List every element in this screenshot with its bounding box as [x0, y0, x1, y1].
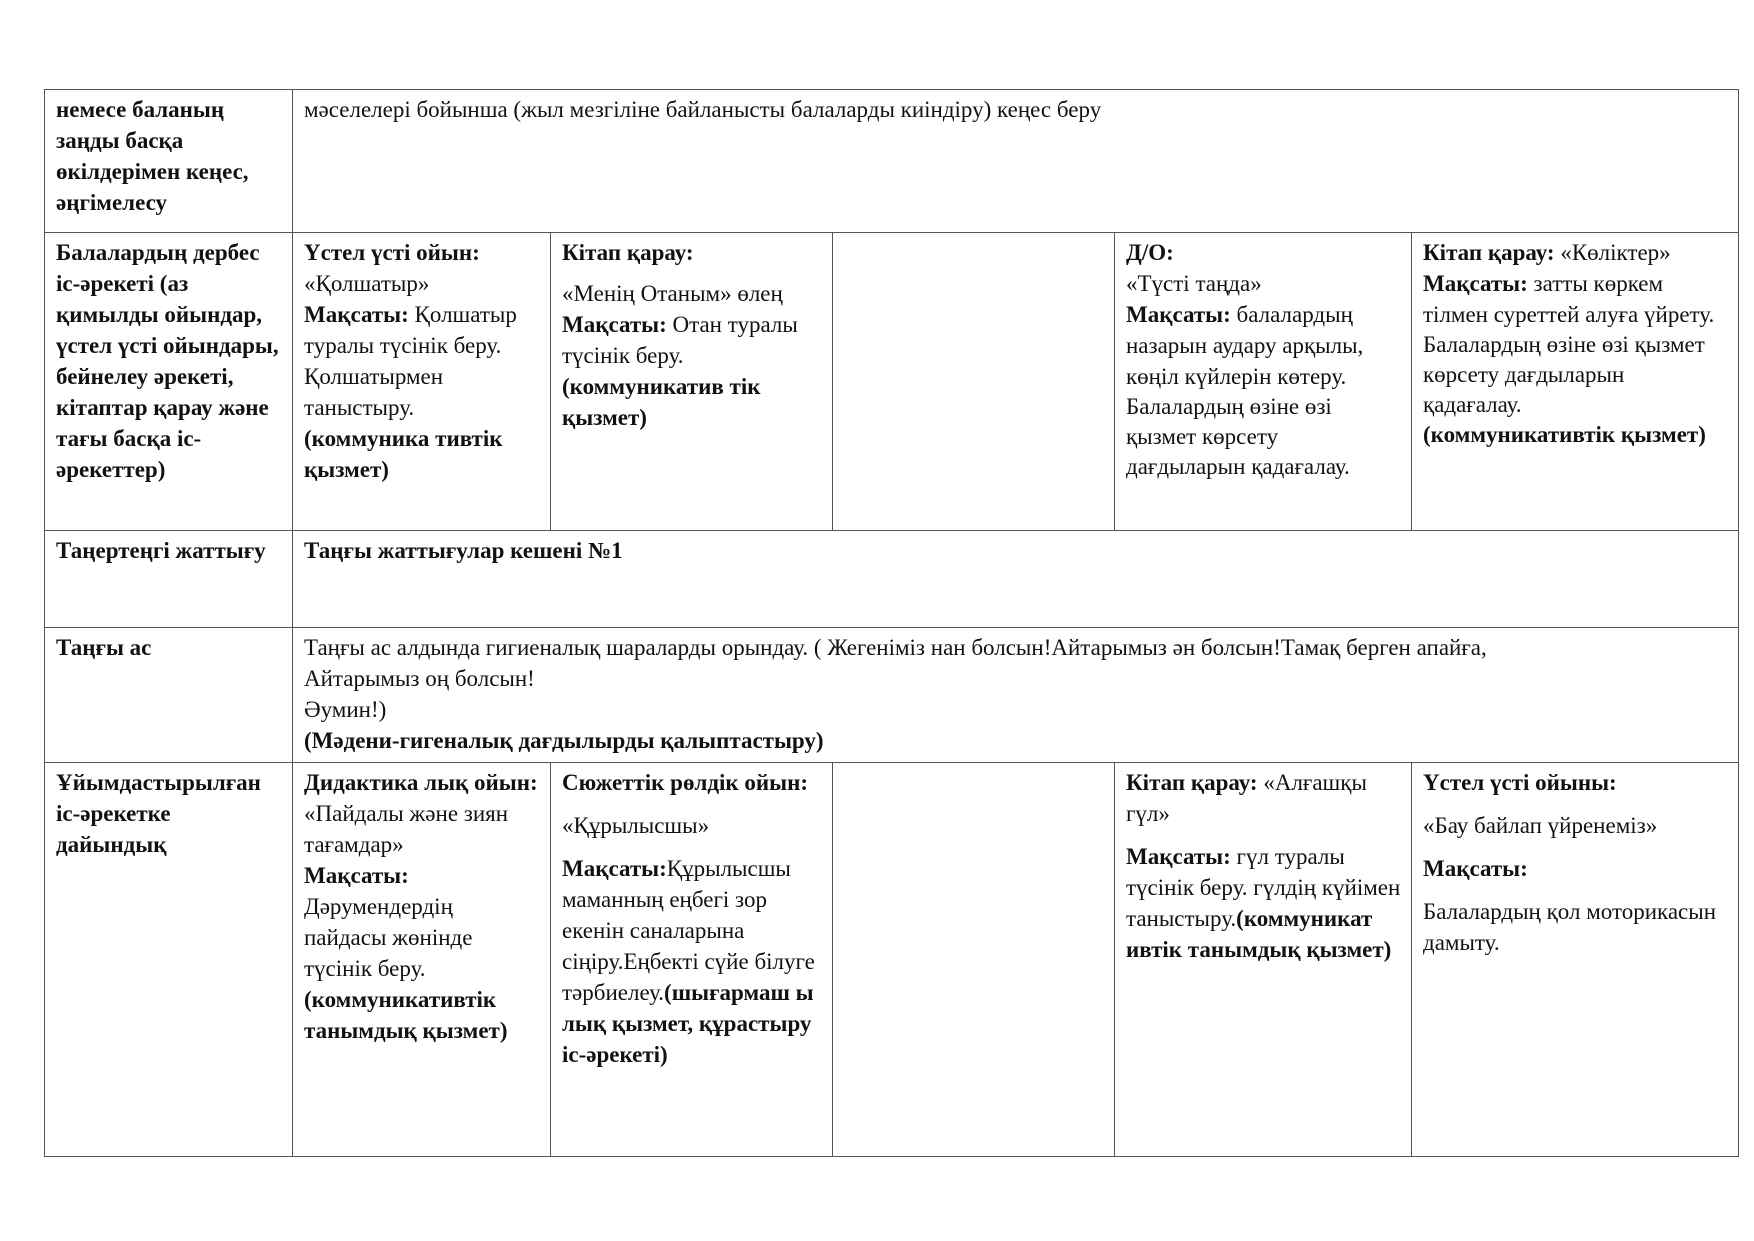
prep-5-title: «Бау байлап үйренеміз» [1423, 813, 1658, 838]
prep-5-goal: Балалардың қол моторикасын дамыту. [1423, 899, 1717, 955]
prep-4-goal: Мақсаты: гүл туралы түсінік беру. гүлдің күйімен таныстыру.(коммуникат ивтік танымдық қызмет) [1126, 844, 1401, 962]
activity-cell-1 [293, 233, 551, 531]
prep-1-tag: (коммуникативтік танымдық қызмет) [304, 987, 508, 1043]
prep-5-heading: Үстел үсті ойыны: [1423, 770, 1617, 795]
activity-cell-5 [1412, 233, 1739, 531]
breakfast-line-1: Таңғы ас алдында гигиеналық шараларды орындау. ( Жегеніміз нан болсын!Айтарымыз ән болсын!Тамақ берген апайға, [304, 635, 1487, 660]
activity-4-goal: Мақсаты: балалардың назарын аудару арқылы, көңіл күйлерін көтеру. [1126, 302, 1364, 389]
activity-2-goal: Мақсаты: Отан туралы түсінік беру. [562, 312, 798, 368]
prep-cell-5 [1412, 763, 1739, 1157]
prep-2-goal: Мақсаты:Құрылысшы маманның еңбегі зор екенін саналарына сіңіру.Еңбекті сүйе білуге тәрбиелеу.(шығармаш ы лық қызмет, құрастыру іс-әрекеті) [562, 856, 815, 1067]
row-morning-exercise [45, 531, 1739, 628]
activity-cell-4 [1115, 233, 1412, 531]
prep-cell-4 [1115, 763, 1412, 1157]
row-breakfast [45, 628, 1739, 763]
activity-1-tag: (коммуника тивтік қызмет) [304, 426, 503, 482]
row-label-consultation: немесе баланың заңды басқа өкілдерімен кеңес, әңгімелесу [45, 90, 293, 233]
row-consultation [45, 90, 1739, 233]
prep-cell-2 [551, 763, 833, 1157]
activity-1-goal: Мақсаты: Қолшатыр туралы түсінік беру. Қолшатырмен таныстыру. [304, 302, 517, 420]
activity-5-title: Кітап қарау: «Көліктер» [1423, 240, 1671, 265]
morning-exercise-text: Таңғы жаттығулар кешені №1 [293, 531, 1739, 628]
activity-2-tag: (коммуникатив тік қызмет) [562, 374, 761, 430]
daily-plan-table [44, 89, 1739, 1157]
activity-1-heading: Үстел үсті ойын: [304, 240, 480, 265]
prep-1-title: Дидактика лық ойын: «Пайдалы және зиян тағамдар» [304, 770, 538, 857]
prep-5-goal-label: Мақсаты: [1423, 856, 1528, 881]
prep-2-title: «Құрылысшы» [562, 813, 710, 838]
prep-cell-3-empty [833, 763, 1115, 1157]
activity-5-goal: Мақсаты: затты көркем тілмен суреттей алуға үйрету. [1423, 271, 1715, 327]
activity-cell-2 [551, 233, 833, 531]
breakfast-line-3: Әумин!) [304, 697, 387, 722]
row-independent-activity [45, 233, 1739, 531]
row-label-organized-activity-prep: Ұйымдастырылған іс-әрекетке дайындық [45, 763, 293, 1157]
activity-5-extra: Балалардың өзіне өзі қызмет көрсету дағдыларын қадағалау. [1423, 332, 1705, 417]
activity-4-title: «Түсті таңда» [1126, 271, 1262, 296]
activity-5-tag: (коммуникативтік қызмет) [1423, 422, 1706, 447]
activity-4-extra: Балалардың өзіне өзі қызмет көрсету дағдыларын қадағалау. [1126, 394, 1350, 479]
activity-2-title: «Менің Отаным» өлең [562, 281, 783, 306]
row-label-breakfast: Таңғы ас [45, 628, 293, 763]
prep-4-title: Кітап қарау: «Алғашқы гүл» [1126, 770, 1367, 826]
activity-2-heading: Кітап қарау: [562, 240, 694, 265]
prep-1-goal: Дәрумендердің пайдасы жөнінде түсінік беру. [304, 894, 473, 981]
row-label-morning-exercise: Таңертеңгі жаттығу [45, 531, 293, 628]
consultation-text: мәселелері бойынша (жыл мезгіліне байланысты балаларды киіндіру) кеңес беру [293, 90, 1739, 233]
prep-2-heading: Сюжеттік рөлдік ойын: [562, 770, 809, 795]
prep-1-goal-label: Мақсаты: [304, 863, 409, 888]
activity-cell-3-empty [833, 233, 1115, 531]
row-organized-activity-prep [45, 763, 1739, 1157]
activity-4-heading: Д/О: [1126, 240, 1174, 265]
row-label-independent-activity: Балалардың дербес іс-әрекеті (аз қимылды ойындар, үстел үсті ойындары, бейнелеу әрекеті, кітаптар қарау және тағы басқа іс-әрекеттер) [45, 233, 293, 531]
breakfast-line-2: Айтарымыз оң болсын! [304, 666, 535, 691]
activity-1-title: «Қолшатыр» [304, 271, 430, 296]
breakfast-line-4: (Мәдени-гигеналық дағдылырды қалыптастыру) [304, 728, 824, 753]
prep-cell-1 [293, 763, 551, 1157]
breakfast-cell [293, 628, 1739, 763]
